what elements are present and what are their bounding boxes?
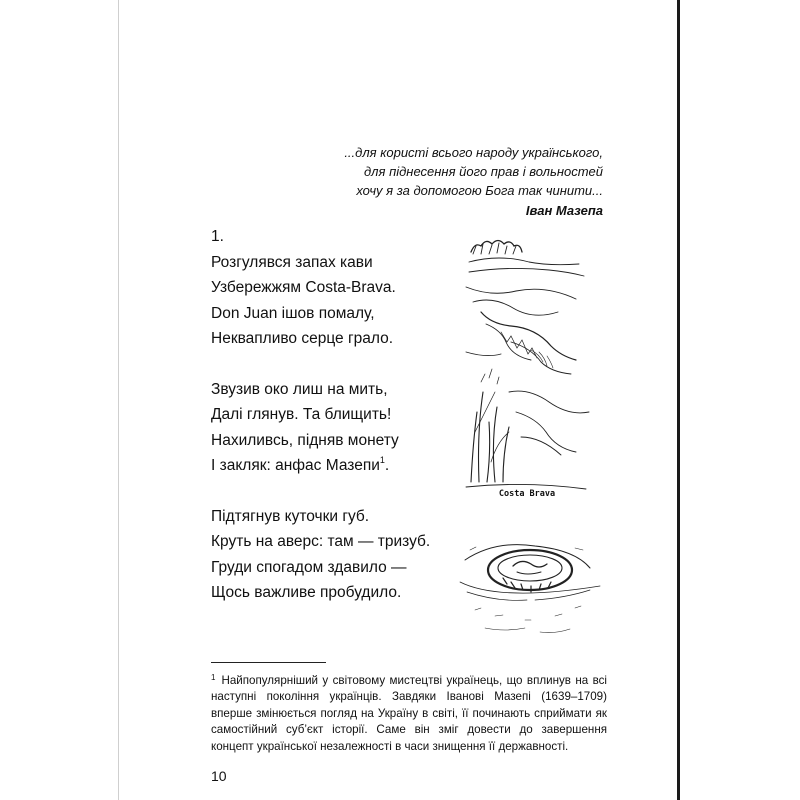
coin-drawing bbox=[455, 520, 605, 650]
verse-line: Нахиливсь, підняв монету bbox=[211, 431, 399, 449]
verse-line: Розгулявся запах кави bbox=[211, 253, 373, 271]
footnote-divider bbox=[211, 662, 326, 663]
stanza-3 bbox=[211, 504, 441, 606]
epigraph-line: для піднесення його прав і вольностей bbox=[364, 164, 603, 179]
footnote-reference[interactable]: 1 bbox=[379, 455, 385, 465]
poem bbox=[211, 224, 441, 631]
poem-section-number: 1. bbox=[211, 228, 224, 245]
verse-line: Далі глянув. Та блищить! bbox=[211, 406, 392, 423]
verse-line: Груди спогадом здавило — bbox=[211, 558, 407, 576]
epigraph-line: ...для користі всього народу українського, bbox=[344, 145, 603, 160]
verse-line: Звузив око лиш на мить, bbox=[211, 380, 388, 398]
epigraph-line: хочу я за допомогою Бога так чинити... bbox=[356, 183, 603, 198]
page-number: 10 bbox=[211, 768, 227, 784]
verse-line: Неквапливо серце грало. bbox=[211, 330, 394, 347]
coastline-drawing bbox=[461, 232, 591, 504]
stanza-2 bbox=[211, 377, 441, 479]
verse-line: Круть на аверс: там — тризуб. bbox=[211, 533, 431, 550]
coast-caption: Costa Brava bbox=[498, 489, 556, 499]
stanza-1 bbox=[211, 250, 441, 352]
book-page bbox=[118, 0, 680, 800]
coin-in-sand-sketch bbox=[455, 520, 605, 650]
verse-line: Узбережжям Costa-Brava. bbox=[211, 279, 396, 296]
verse-line-with-footnote: І закляк: анфас Мазепи$^1$. bbox=[211, 455, 390, 474]
footnote bbox=[211, 670, 607, 755]
epigraph-author: Іван Мазепа bbox=[525, 203, 603, 218]
footnote-marker: 1 bbox=[211, 673, 216, 682]
verse-line: Щось важливе пробудило. bbox=[211, 584, 402, 601]
coastline-sketch bbox=[461, 232, 591, 504]
verse-line: Підтягнув куточки губ. bbox=[211, 507, 370, 525]
verse-line: Don Juan ішов помалу, bbox=[211, 304, 375, 322]
epigraph bbox=[183, 143, 603, 220]
verse-text: І закляк: анфас Мазепи bbox=[211, 457, 380, 474]
footnote-text: Найпопулярніший у світовому мистецтві українець, що вплинув на всі наступні покоління українців. Завдяки Іванові Мазепі (1639–1709) вперше змінюється погляд на Україну в світі, її починають сприймати як самостійний суб’єкт історії. Саме він зміг довести до завершення концепт української незалежності в часи знищення її державності. bbox=[211, 674, 607, 753]
